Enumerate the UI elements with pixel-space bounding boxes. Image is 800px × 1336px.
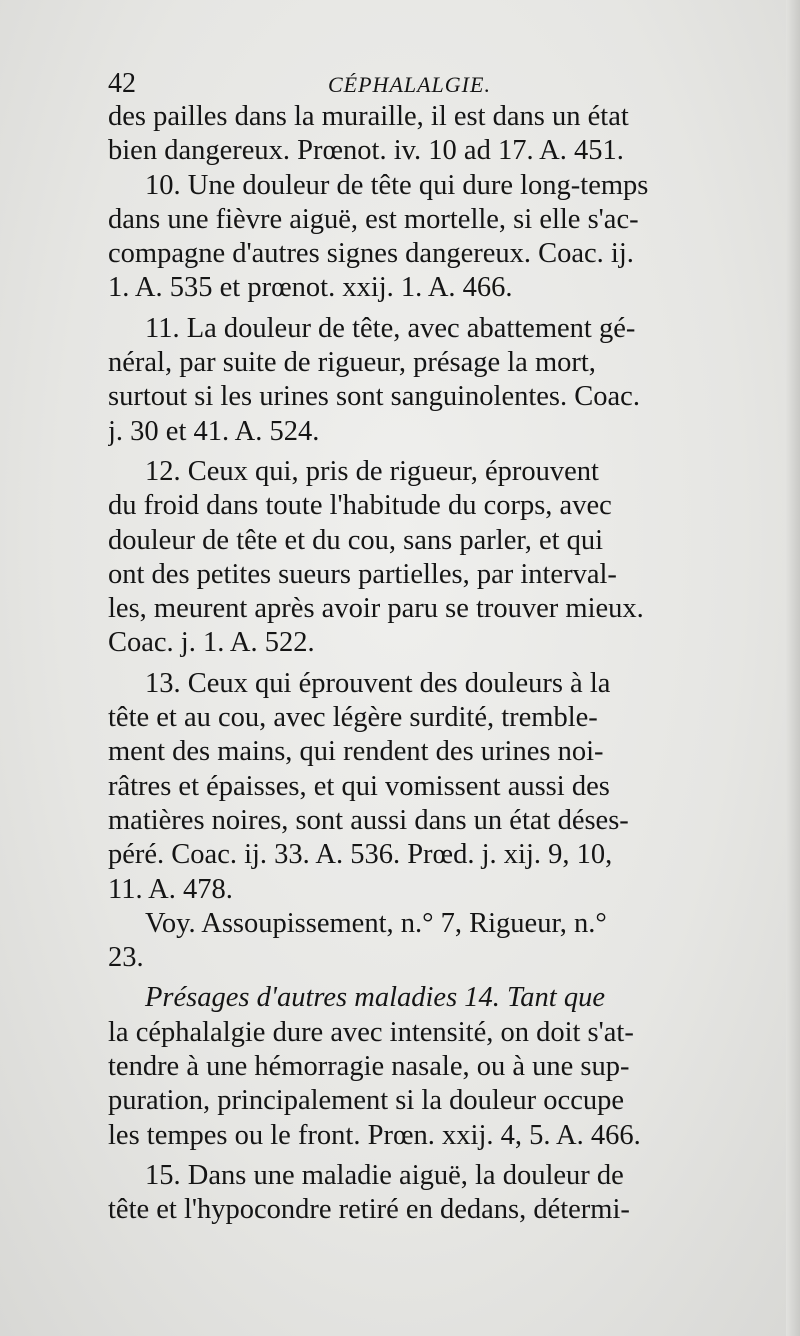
text-line: 11. La douleur de tête, avec abattement gé- <box>145 312 636 344</box>
text-line: péré. Coac. ij. 33. A. 536. Prœd. j. xij. 9, 10, <box>108 839 613 871</box>
text-line: compagne d'autres signes dangereux. Coac. ij. <box>108 238 634 270</box>
text-line: néral, par suite de rigueur, présage la mort, <box>108 347 596 379</box>
text-line: 1. A. 535 et prœnot. xxij. 1. A. 466. <box>108 272 513 304</box>
text-line: tête et au cou, avec légère surdité, tremble- <box>108 702 598 734</box>
text-line: puration, principalement si la douleur occupe <box>108 1085 624 1117</box>
text-line: 13. Ceux qui éprouvent des douleurs à la <box>145 667 611 699</box>
text-line: j. 30 et 41. A. 524. <box>108 415 320 447</box>
text-line: du froid dans toute l'habitude du corps, avec <box>108 490 612 522</box>
text-line: matières noires, sont aussi dans un état déses- <box>108 804 629 836</box>
page-edge-shadow <box>786 0 800 1336</box>
cross-reference-line: Voy. Assoupissement, n.° 7, Rigueur, n.° <box>145 907 607 939</box>
text-line: 15. Dans une maladie aiguë, la douleur de <box>145 1159 624 1191</box>
text-line: bien dangereux. Prœnot. iv. 10 ad 17. A. 451. <box>108 135 624 167</box>
section-heading-line: Présages d'autres maladies 14. Tant que <box>145 982 605 1014</box>
text-line: dans une fièvre aiguë, est mortelle, si elle s'ac- <box>108 203 639 235</box>
text-line: la céphalalgie dure avec intensité, on doit s'at- <box>108 1016 634 1048</box>
text-line: râtres et épaisses, et qui vomissent aussi des <box>108 770 610 802</box>
body-text <box>108 100 742 1228</box>
running-title: CÉPHALALGIE. <box>328 72 491 97</box>
page-number: 42 <box>108 68 136 99</box>
text-line: surtout si les urines sont sanguinolentes. Coac. <box>108 381 640 413</box>
text-line: les, meurent après avoir paru se trouver mieux. <box>108 593 644 625</box>
text-line: ont des petites sueurs partielles, par interval- <box>108 558 617 590</box>
text-line: tête et l'hypocondre retiré en dedans, détermi- <box>108 1194 630 1226</box>
text-line: douleur de tête et du cou, sans parler, et qui <box>108 524 604 556</box>
text-line: Coac. j. 1. A. 522. <box>108 627 315 659</box>
text-line: des pailles dans la muraille, il est dans un état <box>108 101 629 132</box>
text-line: tendre à une hémorragie nasale, ou à une sup- <box>108 1051 630 1083</box>
text-line: 10. Une douleur de tête qui dure long-temps <box>145 169 649 201</box>
text-line: ment des mains, qui rendent des urines noi- <box>108 736 604 768</box>
text-line: 12. Ceux qui, pris de rigueur, éprouvent <box>145 455 599 487</box>
cross-reference-line: 23. <box>108 942 144 974</box>
text-line: 11. A. 478. <box>108 873 233 905</box>
text-line: les tempes ou le front. Prœn. xxij. 4, 5. A. 466. <box>108 1119 641 1151</box>
